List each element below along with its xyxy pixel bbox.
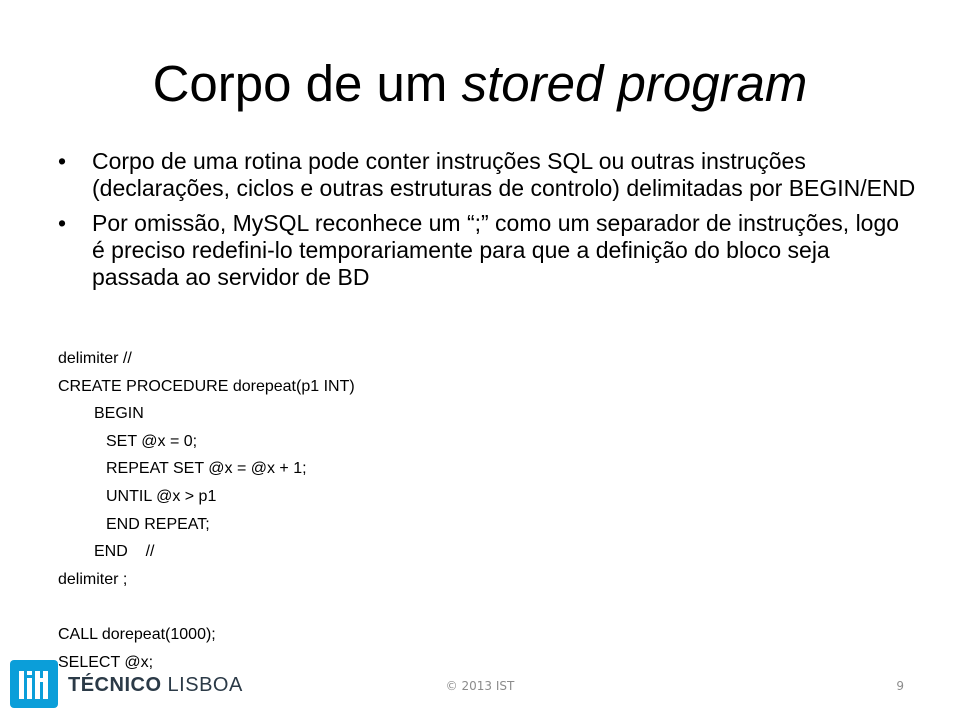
bullet-marker: • [58,148,67,174]
code-line: END // [94,543,155,561]
page-number: 9 [896,679,904,693]
logo-bold-text: TÉCNICO [68,674,162,696]
code-block [58,345,355,676]
bullet-list [58,148,918,299]
copyright-text: © 2013 IST [445,679,515,693]
code-line: CALL dorepeat(1000); [58,625,216,643]
code-spacer [58,593,355,621]
code-line: SELECT @x; [58,653,154,671]
title-italic: stored program [461,55,808,112]
bullet-item [58,210,918,291]
code-line: REPEAT SET @x = @x + 1; [106,460,307,478]
bullet-text: Por omissão, MySQL reconhece um “;” como um separador de instruções, logo é preciso redefini-lo temporariamente para que a definição do bloco seja passada ao servidor de BD [92,210,900,290]
bullet-text: Corpo de uma rotina pode conter instruções SQL ou outras instruções (declarações, ciclos e outras estruturas de controlo) delimitadas por BEGIN/END [92,148,916,201]
code-line: delimiter // [58,350,132,367]
bullet-marker: • [58,210,67,236]
code-line: delimiter ; [58,570,128,588]
logo-light-text: LISBOA [161,674,243,696]
code-line: END REPEAT; [106,515,210,533]
code-line: BEGIN [94,405,144,423]
title-plain: Corpo de um [152,55,462,112]
code-line: CREATE PROCEDURE dorepeat(p1 INT) [58,377,355,395]
code-line: UNTIL @x > p1 [106,487,217,505]
bullet-item [58,148,918,202]
slide-title [0,56,960,112]
code-line: SET @x = 0; [106,432,198,450]
